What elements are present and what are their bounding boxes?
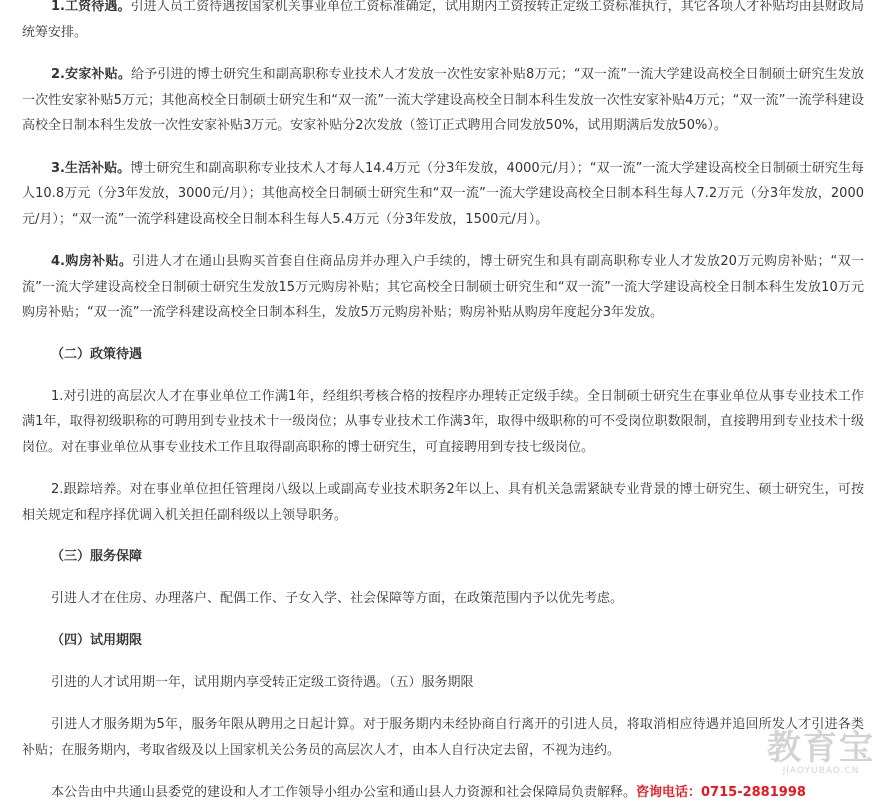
settlement-text: 给予引进的博士研究生和副高职称专业技术人才发放一次性安家补贴8万元；“双一流”一流大学建设高校全日制硕士研究生发放一次性安家补贴5万元；其他高校全日制硕士研究生和“双一流”一流大学建设高校全日制本科生发放一次性安家补贴4万元；“双一流”一流学科建设高校全日制本科生发放一次性安家补贴3万元。安家补贴分2次发放（签订正式聘用合同发放50%，试用期满后发放50%）。 [22,67,864,133]
paragraph-service-term: 引进人才服务期为5年，服务年限从聘用之日起计算。对于服务期内未经协商自行离开的引进人员，将取消相应待遇并追回所发人才引进各类补贴；在服务期内，考取省级及以上国家机关公务员的高层次人才，由本人自行决定去留，不视为违约。 [22,717,864,758]
paragraph-living-allowance [22,156,864,233]
paragraph-salary [22,0,864,45]
watermark-logo: 教育宝 [767,728,875,768]
site-watermark [767,730,875,776]
settlement-heading: 2.安家补贴。 [51,67,131,82]
paragraph-probation: 引进的人才试用期一年，试用期内享受转正定级工资待遇。（五）服务期限 [51,674,474,690]
paragraph-interpretation [22,780,864,806]
section-probation-heading: （四）试用期限 [51,632,143,648]
watermark-domain: JIAOYUBAO.CN [782,766,860,776]
contact-phone: 咨询电话：0715-2881998 [636,785,806,800]
salary-heading: 1.工资待遇。 [51,0,131,14]
living-heading: 3.生活补贴。 [51,160,131,176]
interpretation-text: 本公告由中共通山县委党的建设和人才工作领导小组办公室和通山县人力资源和社会保障局负责解释。 [51,785,637,800]
paragraph-settlement-allowance [22,62,864,139]
article-body [22,0,864,806]
salary-text: 引进人员工资待遇按国家机关事业单位工资标准确定，试用期内工资按转正定级工资标准执行，其它各项人才补贴均由县财政局统筹安排。 [22,0,864,40]
paragraph-policy-1: 1.对引进的高层次人才在事业单位工作满1年，经组织考核合格的按程序办理转正定级手续。全日制硕士研究生在事业单位从事专业技术工作满1年，取得初级职称的可聘用到专业技术十一级岗位；从事专业技术工作满3年，取得中级职称的可不受岗位职数限制，直接聘用到专业技术十级岗位。对在事业单位从事专业技术工作且取得副高职称的博士研究生，可直接聘用到专技七级岗位。 [22,388,864,455]
section-service-heading: （三）服务保障 [51,549,143,564]
section-policy-heading: （二）政策待遇 [51,346,143,362]
living-text: 博士研究生和副高职称专业技术人才每人14.4万元（分3年发放，4000元/月）；“双一流”一流大学建设高校全日制硕士研究生每人10.8万元（分3年发放，3000元/月）；其他高校全日制硕士研究生和“双一流”一流大学建设高校全日制本科生每人7.2万元（分3年发放，2000元/月）；“双一流”一流学科建设高校全日制本科生每人5.4万元（分3年发放，1500元/月）。 [22,160,865,227]
housing-heading: 4.购房补贴。 [51,254,133,269]
paragraph-housing-allowance [22,249,864,326]
housing-text: 引进人才在通山县购买首套自住商品房并办理入户手续的，博士研究生和具有副高职称专业人才发放20万元购房补贴；“双一流”一流大学建设高校全日制硕士研究生发放15万元购房补贴；其它高校全日制硕士研究生和“双一流”一流大学建设高校全日制本科生发放10万元购房补贴；“双一流”一流学科建设高校全日制本科生，发放5万元购房补贴；购房补贴从购房年度起分3年发放。 [22,254,865,320]
paragraph-policy-2: 2.跟踪培养。对在事业单位担任管理岗八级以上或副高专业技术职务2年以上、具有机关急需紧缺专业背景的博士研究生、硕士研究生，可按相关规定和程序择优调入机关担任副科级以上领导职务。 [22,482,864,523]
paragraph-service: 引进人才在住房、办理落户、配偶工作、子女入学、社会保障等方面，在政策范围内予以优先考虑。 [51,591,624,606]
